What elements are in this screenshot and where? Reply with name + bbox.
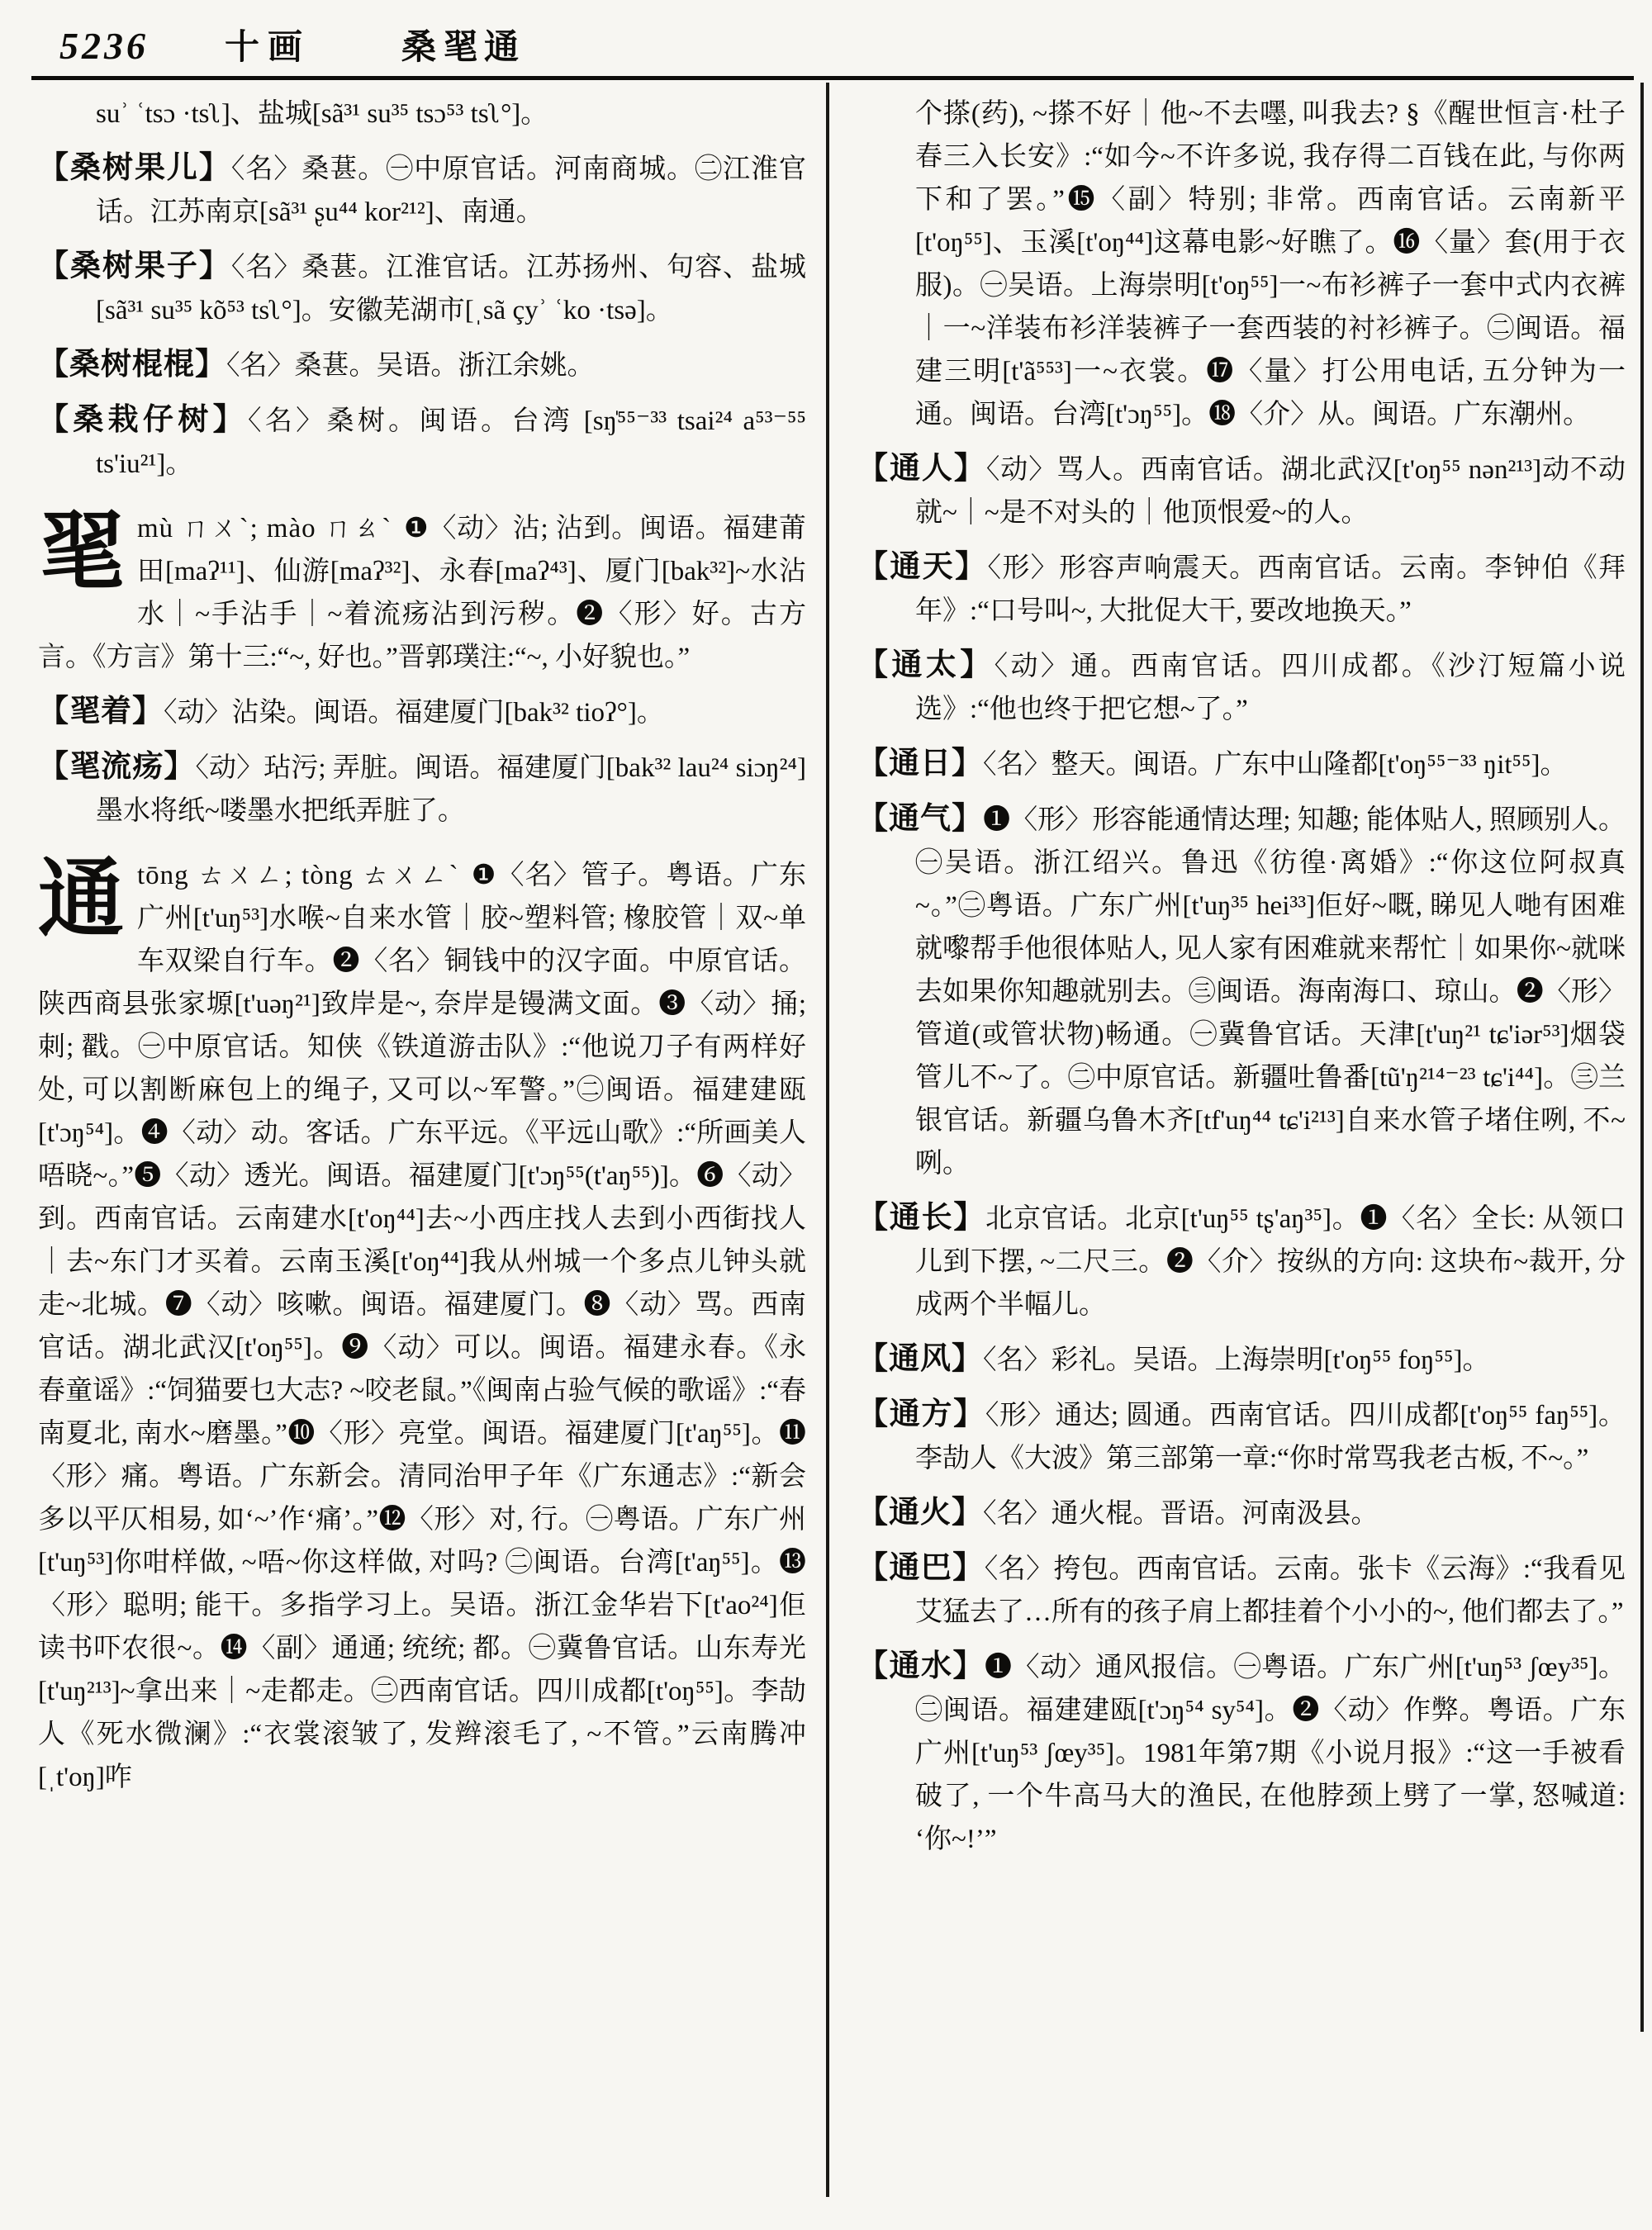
entry-body: 〈形〉形容声响震天。西南官话。云南。李钟伯《拜年》:“口号叫~, 大批促大干, 要改地换天。” — [915, 553, 1626, 626]
entry-body: 〈名〉桑树。闽语。台湾 [sŋ̍⁵⁵⁻³³ tsai²⁴ a⁵³⁻⁵⁵ ts'iu²¹]。 — [96, 406, 807, 479]
page-header — [59, 20, 1619, 69]
entry-body: ❶〈动〉通风报信。㊀粤语。广东广州[t'uŋ⁵³ ʃœy³⁵]。㊁闽语。福建建瓯[t'ɔŋ⁵⁴ sy⁵⁴]。❷〈动〉作弊。粤语。广东广州[t'uŋ⁵³ ʃœy³⁵]。1981年第7期《小说月报》:“这一手被看破了, 一个牛高马大的渔民, 在他脖颈上劈了一掌, 怒喊道: ‘你~!’” — [915, 1653, 1626, 1854]
entry-body: 〈名〉通火棍。晋语。河南汲县。 — [983, 1499, 1379, 1529]
entry-headword: 【桑树果子】 — [38, 249, 231, 283]
entry-body: suʾ ʿtsɔ ·tsʅ]、盐城[sã³¹ su³⁵ tsɔ⁵³ tsʅ°]。 — [96, 99, 548, 129]
dict-entry — [857, 1547, 1626, 1634]
head-character-entry — [38, 854, 806, 1799]
entry-body: 〈名〉彩礼。吴语。上海崇明[t'oŋ⁵⁵ foŋ⁵⁵]。 — [983, 1345, 1490, 1375]
entry-body: 〈动〉通。西南官话。四川成都。《沙汀短篇小说选》:“他也终于把它想~了。” — [915, 652, 1626, 724]
right-column — [857, 93, 1626, 1869]
entry-body: 〈形〉通达; 圆通。西南官话。四川成都[t'oŋ⁵⁵ faŋ⁵⁵]。李劼人《大波》第三部第一章:“你时常骂我老古板, 不~。” — [915, 1401, 1626, 1473]
head-pronunciation: mù ㄇㄨˋ; mào ㄇㄠˋ — [137, 514, 392, 543]
entry-body: 〈名〉桑葚。江淮官话。江苏扬州、句容、盐城[sã³¹ su³⁵ kõ⁵³ tsʅ°]。安徽芜湖市[ˌsã çyʾ ʿko ·tsə]。 — [96, 253, 807, 325]
entry-body: 〈动〉沾染。闽语。福建厦门[bak³² tioʔ°]。 — [164, 698, 664, 728]
dict-entry — [857, 1645, 1626, 1861]
entry-body: 北京官话。北京[t'uŋ⁵⁵ tʂ'aŋ³⁵]。❶〈名〉全长: 从领口儿到下摆, ~二尺三。❷〈介〉按纵的方向: 这块布~裁开, 分成两个半幅儿。 — [915, 1204, 1626, 1320]
continuation-text — [857, 93, 1626, 436]
head-character-entry — [38, 507, 806, 679]
entry-body: ❶〈名〉管子。粤语。广东广州[t'uŋ⁵³]水喉~自来水管｜胶~塑料管; 橡胶管｜双~单车双梁自行车。❷〈名〉铜钱中的汉字面。中原官话。陕西商县张家塬[t'uəŋ²¹]致岸是~, 奈岸是镘满文面。❸〈动〉捅; 刺; 戳。㊀中原官话。知侠《铁道游击队》:“他说刀子有两样好处, 可以割断麻包上的绳子, 又可以~军警。”㊁闽语。福建建瓯[t'ɔŋ⁵⁴]。❹〈动〉动。客话。广东平远。《平远山歌》:“所画美人唔晓~。”❺〈动〉透光。闽语。福建厦门[t'ɔŋ⁵⁵(t'aŋ⁵⁵)]。❻〈动〉到。西南官话。云南建水[t'oŋ⁴⁴]去~小西庄找人去到小西街找人｜去~东门才买着。云南玉溪[t'oŋ⁴⁴]我从州城一个多点儿钟头就走~北城。❼〈动〉咳嗽。闽语。福建厦门。❽〈动〉骂。西南官话。湖北武汉[t'oŋ⁵⁵]。❾〈动〉可以。闽语。福建永春。《永春童谣》:“饲猫要乜大志? ~咬老鼠。”《闽南占验气候的歌谣》:“春南夏北, 南水~磨墨。”❿〈形〉亮堂。闽语。福建厦门[t'aŋ⁵⁵]。⓫〈形〉痛。粤语。广东新会。清同治甲子年《广东通志》:“新会多以平仄相易, 如‘~’作‘痛’。”⓬〈形〉对, 行。㊀粤语。广东广州[t'uŋ⁵³]你咁样做, ~唔~你这样做, 对吗? ㊁闽语。台湾[t'aŋ⁵⁵]。⓭〈形〉聪明; 能干。多指学习上。吴语。浙江金华岩下[t'ao²⁴]佢读书吓农很~。⓮〈副〉通通; 统统; 都。㊀冀鲁官话。山东寿光[t'uŋ²¹³]~拿出来｜~走都走。㊁西南官话。四川成都[t'oŋ⁵⁵]。李劼人《死水微澜》:“衣裳滚皱了, 发辫滚毛了, ~不管。”云南腾冲[ˌt'oŋ]咋 — [38, 861, 806, 1792]
header-rule — [31, 76, 1634, 80]
entry-headword: 【通长】 — [857, 1201, 986, 1235]
continuation-text — [38, 93, 806, 135]
entry-headword: 【通火】 — [857, 1496, 983, 1530]
head-pronunciation: tōng ㄊㄨㄥ; tòng ㄊㄨㄥˋ — [137, 861, 460, 890]
dict-entry — [38, 399, 806, 486]
dict-entry — [857, 644, 1626, 731]
entry-headword: 【通太】 — [857, 648, 995, 682]
entry-headword: 【毣流疡】 — [38, 750, 196, 784]
entry-body: 〈动〉骂人。西南官话。湖北武汉[t'oŋ⁵⁵ nən²¹³]动不动就~｜~是不对头的｜他顶恨爱~的人。 — [915, 455, 1626, 528]
entry-headword: 【通天】 — [857, 550, 988, 584]
left-column — [38, 93, 806, 1807]
entry-body: 〈名〉桑葚。吴语。浙江余姚。 — [226, 351, 595, 381]
dict-entry — [857, 1197, 1626, 1326]
dict-entry — [857, 1492, 1626, 1535]
text-columns — [38, 93, 1632, 2230]
entry-body: ❶〈动〉沾; 沾到。闽语。福建莆田[maʔ¹¹]、仙游[maʔ³²]、永春[maʔ⁴³]、厦门[bak³²]~水沾水｜~手沾手｜~着流疡沾到污秽。❷〈形〉好。古方言。《方言》第十三:“~, 好也。”晋郭璞注:“~, 小好貌也。” — [38, 514, 806, 672]
dict-entry — [857, 448, 1626, 534]
dict-entry — [38, 245, 806, 332]
entry-headword: 【通人】 — [857, 452, 986, 486]
dict-entry — [38, 344, 806, 387]
dict-entry — [857, 798, 1626, 1185]
head-character: 通 — [38, 852, 125, 947]
page-edge-line — [1640, 83, 1644, 2032]
entry-headword: 【桑树果儿】 — [38, 151, 231, 185]
dict-entry — [857, 546, 1626, 633]
dict-entry — [857, 1338, 1626, 1382]
dict-entry — [857, 743, 1626, 786]
entry-headword: 【通气】 — [857, 802, 984, 836]
page-number: 5236 — [59, 25, 149, 67]
entry-headword: 【桑树棍棍】 — [38, 348, 226, 382]
entry-headword: 【通巴】 — [857, 1551, 985, 1585]
entry-body: 〈名〉桑葚。㊀中原官话。河南商城。㊁江淮官话。江苏南京[sã³¹ ʂu⁴⁴ kor²¹²]、南通。 — [96, 154, 807, 227]
entry-body: 个搽(药), ~搽不好｜他~不去嚜, 叫我去? §《醒世恒言·杜子春三入长安》:“如今~不许多说, 我存得二百钱在此, 与你两下和了罢。”⓯〈副〉特别; 非常。西南官话。云南新平[t'oŋ⁵⁵]、玉溪[t'oŋ⁴⁴]这幕电影~好瞧了。⓰〈量〉套(用于衣服)。㊀吴语。上海崇明[t'oŋ⁵⁵]一~布衫裤子一套中式内衣裤｜一~洋装布衫洋装裤子一套西装的衬衫裤子。㊁闽语。福建三明[t'ã⁵⁵³]一~衣裳。⓱〈量〉打公用电话, 五分钟为一通。闽语。台湾[t'ɔŋ⁵⁵]。⓲〈介〉从。闽语。广东潮州。 — [915, 99, 1626, 429]
dict-entry — [857, 1393, 1626, 1480]
entry-headword: 【通水】 — [857, 1649, 985, 1683]
headword-range: 桑毣通 — [401, 29, 526, 67]
entry-body: 〈名〉挎包。西南官话。云南。张卡《云海》:“我看见艾猛去了…所有的孩子肩上都挂着个小小的~, 他们都去了。” — [915, 1554, 1626, 1627]
entry-headword: 【通日】 — [857, 747, 983, 780]
dict-entry — [38, 147, 806, 234]
entry-body: 〈名〉整天。闽语。广东中山隆都[t'oŋ⁵⁵⁻³³ ŋit⁵⁵]。 — [983, 750, 1568, 780]
entry-headword: 【通方】 — [857, 1397, 985, 1431]
entry-body: 〈动〉玷污; 弄脏。闽语。福建厦门[bak³² lau²⁴ siɔŋ²⁴]墨水将纸~喽墨水把纸弄脏了。 — [96, 753, 806, 826]
head-character: 毣 — [38, 505, 125, 600]
dict-entry — [38, 690, 806, 734]
entry-headword: 【通风】 — [857, 1342, 983, 1376]
entry-body: ❶〈形〉形容能通情达理; 知趣; 能体贴人, 照顾别人。㊀吴语。浙江绍兴。鲁迅《彷徨·离婚》:“你这位阿叔真~。”㊁粤语。广东广州[t'uŋ³⁵ hei³³]佢好~嘅, 睇见人哋有困难就嚟帮手他很体贴人, 见人家有困难就来帮忙｜如果你~就咪去如果你知趣就别去。㊂闽语。海南海口、琼山。❷〈形〉管道(或管状物)畅通。㊀冀鲁官话。天津[t'uŋ²¹ tɕ'iər⁵³]烟袋管儿不~了。㊁中原官话。新疆吐鲁番[tũ'ŋ²¹⁴⁻²³ tɕ'i⁴⁴]。㊂兰银官话。新疆乌鲁木齐[tf'uŋ⁴⁴ tɕ'i²¹³]自来水管子堵住咧, 不~咧。 — [915, 805, 1626, 1179]
dict-entry — [38, 746, 806, 833]
entry-headword: 【桑栽仔树】 — [38, 403, 249, 437]
stroke-count-section: 十画 — [225, 29, 311, 67]
entry-headword: 【毣着】 — [38, 695, 164, 728]
